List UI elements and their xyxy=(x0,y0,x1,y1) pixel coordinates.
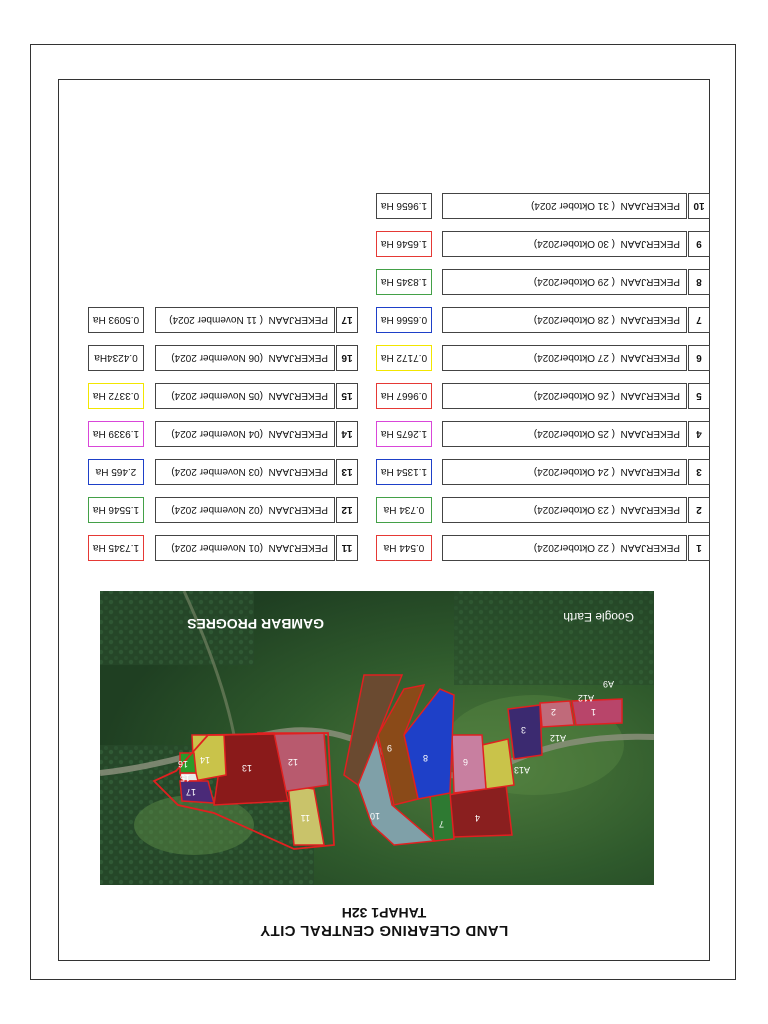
row-description: PEKERJAAN (04 November 2024) xyxy=(155,421,335,447)
google-earth-watermark: Google Earth xyxy=(563,610,634,624)
row-description: PEKERJAAN ( 28 Oktober2024) xyxy=(442,307,687,333)
row-description: PEKERJAAN (06 November 2024) xyxy=(155,345,335,371)
row-description: PEKERJAAN ( 31 Oktober 2024) xyxy=(442,193,687,219)
map-canvas xyxy=(100,591,654,885)
plot-label: 11 xyxy=(300,813,310,823)
row-description: PEKERJAAN ( 26 Oktober2024) xyxy=(442,383,687,409)
plot-label: 10 xyxy=(369,811,380,821)
row-number: 6 xyxy=(688,345,710,371)
row-area: 0.4234Ha xyxy=(88,345,144,371)
row-area: 1.9656 Ha xyxy=(376,193,432,219)
row-description: PEKERJAAN ( 27 Oktober2024) xyxy=(442,345,687,371)
row-area: 1.2675 Ha xyxy=(376,421,432,447)
row-area: 1.6546 Ha xyxy=(376,231,432,257)
row-area: 1.9339 Ha xyxy=(88,421,144,447)
plot-label: 2 xyxy=(550,707,556,717)
row-area: 0.734 Ha xyxy=(376,497,432,523)
row-number: 16 xyxy=(336,345,358,371)
plot-label: 8 xyxy=(422,753,428,763)
document-title: LAND CLEARING CENTRAL CITY xyxy=(259,922,509,939)
row-description: PEKERJAAN ( 22 Oktober2024) xyxy=(442,535,687,561)
row-number: 14 xyxy=(336,421,358,447)
plot-2 xyxy=(540,701,574,727)
plot-label: 3 xyxy=(520,725,526,735)
row-area: 0.9667 Ha xyxy=(376,383,432,409)
row-area: 1.8345 Ha xyxy=(376,269,432,295)
row-number: 3 xyxy=(688,459,710,485)
row-number: 10 xyxy=(688,193,710,219)
document-subtitle: TAHAP1 32H xyxy=(341,905,427,921)
row-number: 5 xyxy=(688,383,710,409)
plot-5 xyxy=(482,739,514,789)
row-area: 1.5546 Ha xyxy=(88,497,144,523)
plot-label: A13 xyxy=(513,765,530,775)
plot-label: 4 xyxy=(474,813,480,823)
row-description: PEKERJAAN (01 November 2024) xyxy=(155,535,335,561)
row-number: 13 xyxy=(336,459,358,485)
plot-label: 9 xyxy=(386,743,392,753)
row-number: 9 xyxy=(688,231,710,257)
row-description: PEKERJAAN ( 29 Oktober2024) xyxy=(442,269,687,295)
row-description: PEKERJAAN (05 November 2024) xyxy=(155,383,335,409)
plot-label: 13 xyxy=(241,763,252,773)
row-description: PEKERJAAN ( 25 Oktober2024) xyxy=(442,421,687,447)
row-area: 0.544 Ha xyxy=(376,535,432,561)
row-description: PEKERJAAN ( 30 Oktober2024) xyxy=(442,231,687,257)
row-description: PEKERJAAN (02 November 2024) xyxy=(155,497,335,523)
row-description: PEKERJAAN ( 24 Oktober2024) xyxy=(442,459,687,485)
plot-label: 7 xyxy=(438,819,444,829)
plot-label: 17 xyxy=(185,787,196,797)
rotated-sheet xyxy=(58,79,710,961)
row-number: 2 xyxy=(688,497,710,523)
plot-label: 6 xyxy=(462,757,468,767)
plot-6 xyxy=(452,735,486,793)
row-area: 0.7172 Ha xyxy=(376,345,432,371)
row-description: PEKERJAAN (03 November 2024) xyxy=(155,459,335,485)
plot-label: 15 xyxy=(179,773,190,783)
plot-label: A9 xyxy=(602,679,614,689)
row-area: 0.3372 Ha xyxy=(88,383,144,409)
row-number: 11 xyxy=(336,535,358,561)
row-number: 1 xyxy=(688,535,710,561)
row-area: 1.1354 Ha xyxy=(376,459,432,485)
row-number: 17 xyxy=(336,307,358,333)
row-area: 0.6566 Ha xyxy=(376,307,432,333)
row-number: 8 xyxy=(688,269,710,295)
row-number: 15 xyxy=(336,383,358,409)
plot-label: 14 xyxy=(199,755,210,765)
plot-label: 12 xyxy=(287,757,298,767)
row-area: 0.5093 Ha xyxy=(88,307,144,333)
plot-label: A12 xyxy=(549,733,566,743)
row-area: 2.465 Ha xyxy=(88,459,144,485)
plot-7 xyxy=(430,793,454,841)
map-caption: GAMBAR PROGRES xyxy=(187,616,324,632)
plot-label: A12 xyxy=(577,693,594,703)
plot-label: 16 xyxy=(177,759,188,769)
row-description: PEKERJAAN ( 23 Oktober2024) xyxy=(442,497,687,523)
row-number: 12 xyxy=(336,497,358,523)
row-description: PEKERJAAN ( 11 November 2024) xyxy=(155,307,335,333)
row-area: 1.7345 Ha xyxy=(88,535,144,561)
plot-label: 1 xyxy=(590,707,596,717)
satellite-map xyxy=(100,591,654,885)
row-number: 7 xyxy=(688,307,710,333)
row-number: 4 xyxy=(688,421,710,447)
